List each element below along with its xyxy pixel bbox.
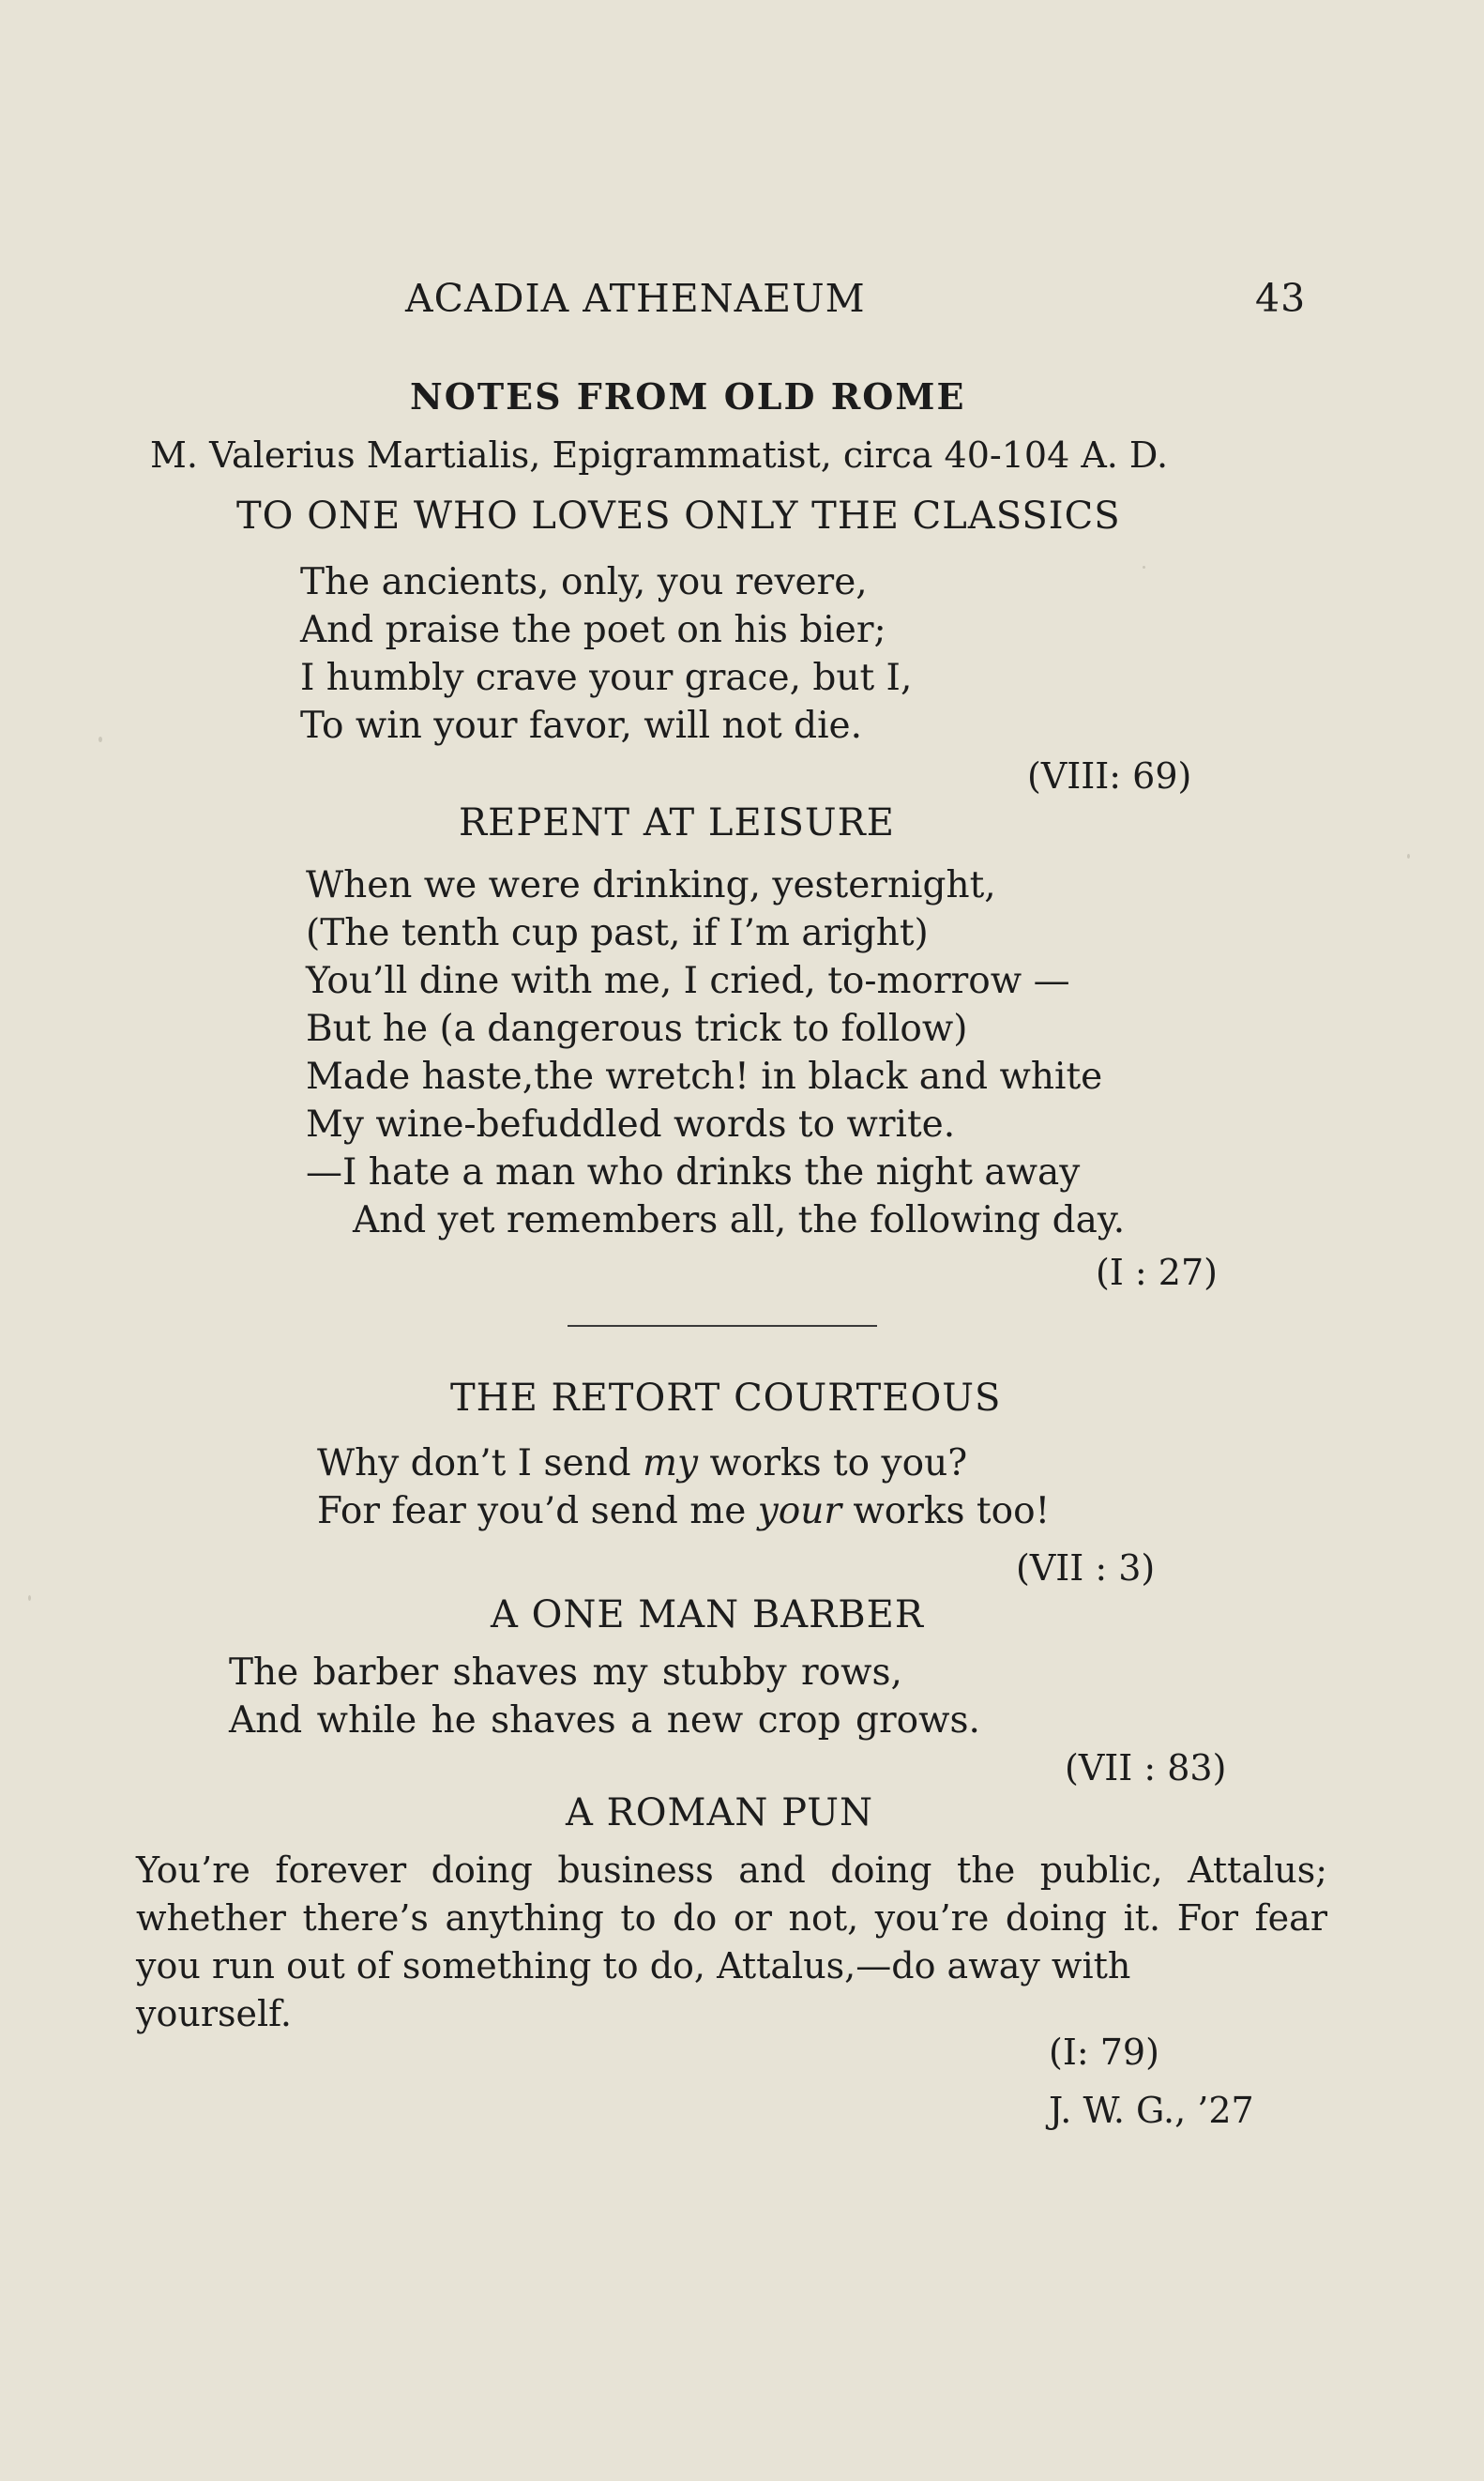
article-title: NOTES FROM OLD ROME [410, 375, 966, 418]
poem-verse-repent [306, 861, 1125, 1244]
prose-text-last: yourself. [136, 1993, 292, 2034]
poem-ref-repent: (I : 27) [1096, 1252, 1218, 1293]
section-divider [568, 1325, 877, 1327]
emphasis: my [643, 1442, 699, 1484]
verse-line: The barber shaves my stubby rows, [229, 1651, 902, 1694]
poem-heading-repent: REPENT AT LEISURE [459, 801, 895, 845]
poem-verse-barber [229, 1649, 980, 1744]
verse-line: To win your favor, will not die. [300, 705, 863, 747]
poem-heading-barber: A ONE MAN BARBER [491, 1593, 924, 1636]
verse-line: (The tenth cup past, if I’m aright) [306, 912, 929, 954]
article-byline: M. Valerius Martialis, Epigrammatist, circa 40-104 A. D. [150, 434, 1169, 476]
verse-line: Made haste,the wretch! in black and white [306, 1056, 1103, 1098]
paper-speck [1143, 566, 1145, 569]
verse-line: You’ll dine with me, I cried, to-morrow — [306, 960, 1070, 1002]
poem-ref-barber: (VII : 83) [1065, 1747, 1227, 1788]
poem-ref-pun: (I: 79) [1049, 2032, 1159, 2073]
verse-line: For fear you’d send me your works too! [317, 1490, 1051, 1532]
verse-line: —I hate a man who drinks the night away [306, 1151, 1081, 1194]
verse-line: And while he shaves a new crop grows. [229, 1699, 980, 1742]
verse-line: My wine-befuddled words to write. [306, 1104, 956, 1146]
emphasis: your [757, 1490, 841, 1532]
verse-line: I humbly crave your grace, but I, [300, 657, 913, 699]
paper-speck [28, 1595, 31, 1601]
poem-prose-pun [136, 1847, 1327, 2038]
verse-line: When we were drinking, yesternight, [306, 864, 996, 906]
paper-speck [98, 737, 102, 742]
poem-heading-classics: TO ONE WHO LOVES ONLY THE CLASSICS [236, 495, 1121, 538]
running-title: ACADIA ATHENAEUM [405, 276, 866, 321]
poem-heading-retort: THE RETORT COURTEOUS [450, 1377, 1002, 1420]
verse-line: Why don’t I send my works to you? [317, 1442, 968, 1484]
poem-heading-pun: A ROMAN PUN [566, 1791, 873, 1834]
paper-speck [1407, 854, 1410, 859]
poem-ref-retort: (VII : 3) [1016, 1547, 1156, 1589]
verse-line: And yet remembers all, the following day. [353, 1199, 1126, 1241]
verse-line: The ancients, only, you revere, [300, 561, 868, 603]
prose-text: You’re forever doing business and doing the public, Attalus; whether there’s anything to do or not, you’re doing it. For fear you run out of something to do, Attalus,—do away with [136, 1849, 1327, 1986]
verse-line: And praise the poet on his bier; [300, 609, 886, 651]
page-number: 43 [1255, 276, 1307, 321]
poem-ref-classics: (VIII: 69) [1027, 755, 1192, 797]
verse-line: But he (a dangerous trick to follow) [306, 1008, 968, 1050]
poem-verse-retort [317, 1439, 1050, 1535]
author-signature: J. W. G., ’27 [1049, 2090, 1254, 2131]
poem-verse-classics [300, 558, 912, 750]
